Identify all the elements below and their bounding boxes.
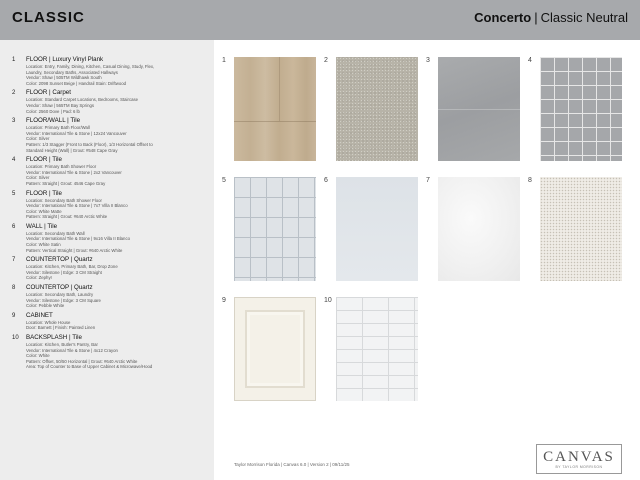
spec-item-line: Vendor: Silestone | Edge: 3 CM Straight [26,269,102,275]
spec-item-line: Color: Silver [26,136,50,142]
spec-item-number: 5 [12,190,16,197]
shower-floor-tile-swatch [540,57,622,161]
collection-name: Concerto [474,10,532,25]
spec-item-line: Color: Silver [26,175,50,181]
spec-item-line: Location: Primary Bath Shower Floor [26,164,97,170]
spec-item-line: Location: Secondary Bath Shower Floor [26,197,102,203]
spec-item-line: Area: Top of Counter to Base of Upper Cabinet & Microwave/Hood [26,364,153,370]
spec-item-number: 8 [12,285,16,292]
spec-item [12,156,208,186]
spec-item [12,223,208,253]
swatch-number: 5 [222,177,226,184]
spec-item-title: BACKSPLASH | Tile [26,334,82,341]
spec-item [12,190,208,220]
spec-item-title: COUNTERTOP | Quartz [26,256,93,264]
spec-item-line: Standard Height (Wall) | Grout: #548 Cape Gray [26,147,118,153]
swatch-cell [324,172,424,287]
swatch-cell [528,52,628,167]
swatch-number: 3 [426,57,430,64]
spec-item-title: FLOOR/WALL | Tile [26,117,81,125]
spec-item-line: Vendor: Silestone | Edge: 3 CM Square [26,297,101,303]
spec-item-number: 10 [12,335,19,341]
spec-item-line: Vendor: International Tile & Stone | 9x16 Villa II Blanco [26,236,130,242]
spec-item-title: WALL | Tile [26,222,58,230]
collection-style: Classic Neutral [540,10,628,25]
header-bar [0,0,640,40]
spec-item-line: Pattern: Vertical Straight | Grout: #640 Arctic White [26,247,123,253]
spec-item-line: Color: 2560 Dove | Pad: 6 lb [26,108,80,114]
spec-item [12,312,208,331]
spec-item-line: Vendor: International Tile & Stone | 7x7 Villa II Blanco [26,203,128,209]
swatch-number: 7 [426,177,430,184]
footer-text: Taylor Morrison Florida | Canvas 6.0 | Version 2 | 09/11/25 [234,462,350,467]
spec-item-number: 7 [12,257,16,264]
spec-item-line: Vendor: Shaw | 505TM Wildhawk South [26,75,102,81]
spec-item-line: Color: Pebble White [26,303,65,309]
swatch-cell [324,292,424,407]
swatch-cell [426,52,526,167]
spec-item-line: Pattern: Offset, 50/50 Horizontal | Grout: #640 Arctic White [26,358,138,364]
spec-item-title: FLOOR | Tile [26,156,62,164]
spec-item-title: FLOOR | Luxury Vinyl Plank [26,56,104,63]
logo-subtitle: BY TAYLOR MORRISON [555,465,603,469]
spec-item-title: COUNTERTOP | Quartz [26,284,93,292]
swatch-cell [426,172,526,287]
carpet-swatch [336,57,418,161]
spec-item-line: Color: White Matte [26,208,62,214]
spec-item-line: Location: Standard Carpet Locations, Bedrooms, Staircase [26,97,139,103]
spec-item [12,117,208,153]
quartz-zephyr-swatch [438,177,520,281]
spec-item-line: Location: Kitchen, Butler's Pantry, Bar [26,342,98,347]
spec-item-line: Location: Primary Bath Floor/Wall [26,125,90,131]
spec-item [12,256,208,281]
swatch-number: 2 [324,57,328,64]
swatch-cell [222,172,322,287]
collection-title [474,10,628,25]
spec-item-line: Laundry, Secondary Baths, Associated Hallways [26,69,118,75]
secondary-shower-floor-tile-swatch [234,177,316,281]
swatch-number: 10 [324,297,332,304]
spec-item-line: Pattern: 1/3 Stagger (Front to Back (Floor), 1/3 Horizontal Offset to [26,141,153,147]
spec-item-line: Vendor: Shaw | 565TM Bay Springs [26,102,94,108]
spec-item-line: Door: Barnett | Finish: Painted Linen [26,325,96,331]
collection-separator: | [534,10,538,25]
swatch-cell [222,292,322,407]
wall-tile-swatch [336,177,418,281]
backsplash-tile-swatch [336,297,418,401]
spec-item-line: Color: 2098 Sunset Beige | Handrail Stain: Driftwood [26,80,126,86]
swatch-number: 4 [528,57,532,64]
spec-item [12,89,208,114]
spec-item [12,284,208,309]
swatch-number: 1 [222,57,226,64]
swatch-number: 8 [528,177,532,184]
spec-item-number: 2 [12,90,16,97]
specification-list [0,40,214,480]
logo-wordmark: CANVAS [543,449,615,465]
spec-item-number: 1 [12,57,16,63]
swatch-number: 9 [222,297,226,304]
spec-item-number: 9 [12,312,16,319]
spec-item [12,334,208,370]
spec-item-line: Vendor: International Tile & Stone | 12x24 Vancouver [26,130,127,136]
swatch-cell [528,172,628,287]
luxury-vinyl-plank-swatch [234,57,316,161]
spec-item-title: FLOOR | Carpet [26,89,71,97]
swatch-cell [324,52,424,167]
spec-item-line: Color: White [26,353,50,359]
spec-item-number: 6 [12,223,16,230]
brand-title: CLASSIC [12,9,85,26]
spec-item-line: Location: Secondary Bath, Laundry [26,292,94,298]
spec-item-number: 4 [12,157,16,164]
spec-item-title: FLOOR | Tile [26,189,62,197]
swatch-cell [222,52,322,167]
canvas-logo [536,444,622,474]
spec-item-line: Pattern: Straight | Grout: 4546 Cape Gray [26,180,106,186]
spec-item-number: 3 [12,118,16,125]
floor-wall-tile-swatch [438,57,520,161]
spec-item-line: Location: Whole House [26,319,71,325]
quartz-pebble-white-swatch [540,177,622,281]
swatch-number: 6 [324,177,328,184]
cabinet-door-swatch [234,297,316,401]
spec-item-line: Location: Secondary Bath Wall [26,230,85,236]
spec-item-title: CABINET [26,311,53,319]
spec-item-line: Location: Entry, Family, Dining, Kitchen, Casual Dining, Study, Flex, [26,64,155,69]
spec-item-line: Location: Kitchen, Primary Bath, Bar, Drop Zone [26,264,118,270]
spec-item-line: Vendor: International Tile & Stone | 2x2 Vancouver [26,169,122,175]
spec-item-line: Pattern: Straight | Grout: #640 Arctic White [26,214,108,220]
spec-item-line: Vendor: International Tile & Stone | 4x12 Crayon [26,347,118,353]
spec-item [12,56,208,86]
spec-item-line: Color: White Satin [26,242,61,248]
spec-item-line: Color: Zephyr [26,275,53,281]
